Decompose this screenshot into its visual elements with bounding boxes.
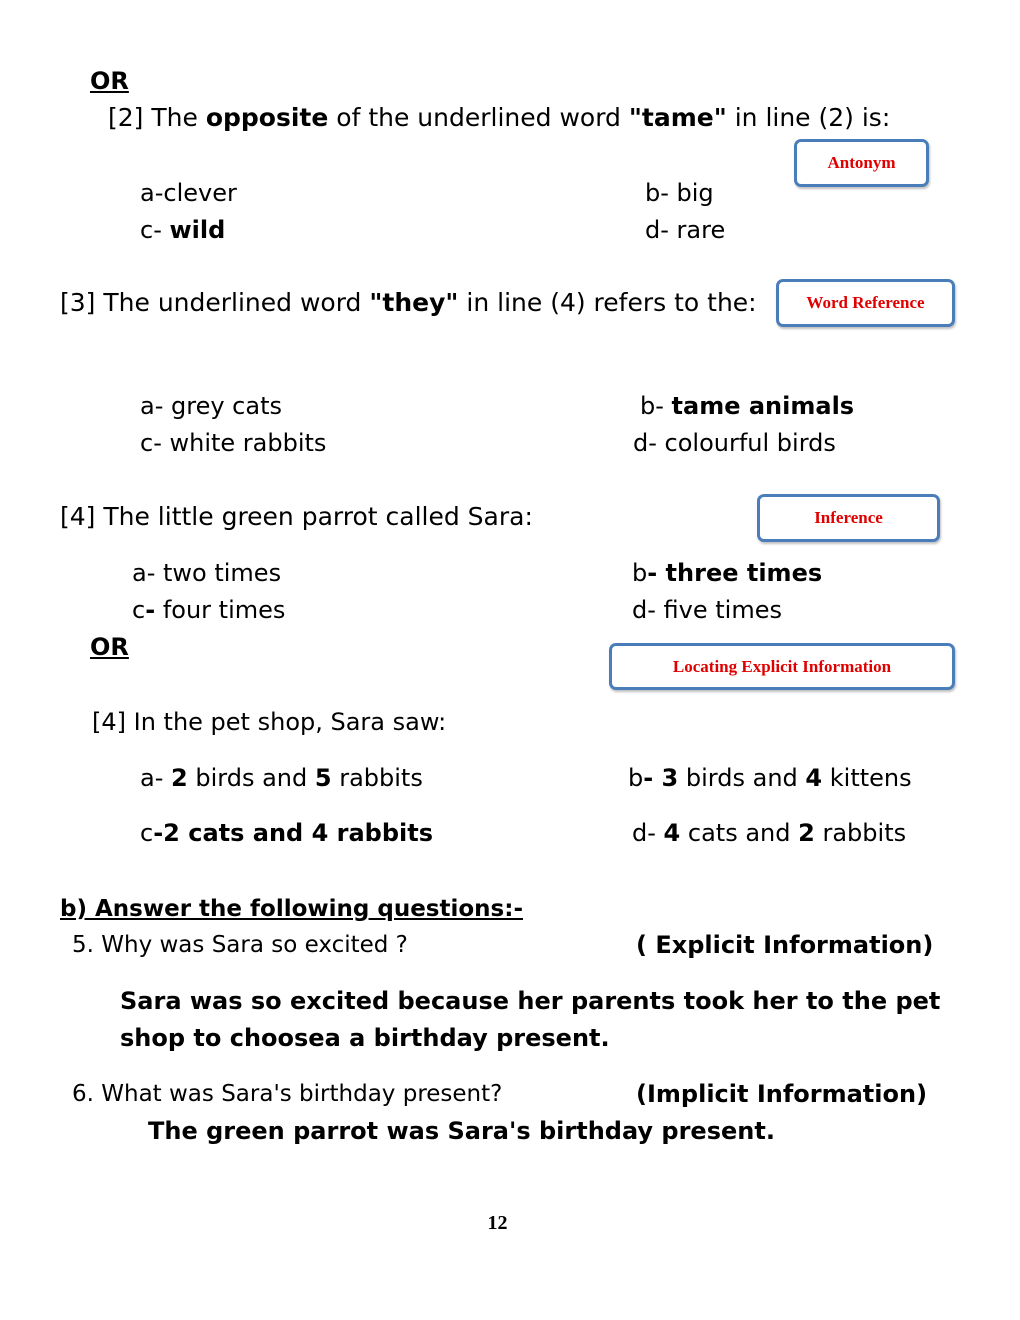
q4b-option-d-num2: 2 <box>798 819 815 847</box>
q3-option-b-answer: tame animals <box>671 392 855 420</box>
q4b-option-d-num1: 4 <box>663 819 681 847</box>
q4b-option-b-num2: 4 <box>805 764 823 792</box>
q4-option-b <box>632 558 822 588</box>
q2-key-word: opposite <box>205 103 329 132</box>
q4b-option-b <box>628 763 912 793</box>
q3-text-post: in line (4) refers to the: <box>466 288 757 317</box>
section-b-heading: b) Answer the following questions:- <box>60 896 523 922</box>
q2-option-d: d- rare <box>645 216 726 244</box>
question-4: [4] The little green parrot called Sara: <box>60 502 533 531</box>
q4-option-c-dash: - <box>145 596 156 624</box>
q4b-option-a-num2: 5 <box>314 764 332 792</box>
q5-answer-line-1: Sara was so excited because her parents took her to the pet <box>120 987 941 1015</box>
tag-locating-explicit-information: Locating Explicit Information <box>609 643 955 690</box>
q2-option-c-answer: wild <box>169 216 226 244</box>
q4b-option-a-mid: birds and <box>195 764 308 792</box>
q3-option-b-prefix: b- <box>640 392 664 420</box>
q4-option-c-text: four times <box>162 596 286 624</box>
q4-option-c-prefix: c <box>132 596 146 624</box>
q3-option-d: d- colourful birds <box>633 429 836 457</box>
q5-answer-line-2: shop to choosea a birthday present. <box>120 1024 610 1052</box>
q6-type: (Implicit Information) <box>636 1080 928 1108</box>
q2-text-post: in line (2) is: <box>734 103 891 132</box>
q3-option-b <box>640 391 854 421</box>
q4b-option-d <box>632 818 906 848</box>
tag-antonym: Antonym <box>794 139 929 187</box>
q4b-option-c-prefix: c <box>140 819 154 847</box>
q4-option-a: a- two times <box>132 559 282 587</box>
q2-option-c-prefix: c- <box>140 216 162 244</box>
q4b-option-b-prefix: b <box>628 764 644 792</box>
q3-text-pre: The underlined word <box>103 288 362 317</box>
q6-answer: The green parrot was Sara's birthday present. <box>148 1117 775 1145</box>
q4b-option-b-num1: - 3 <box>643 764 679 792</box>
q4b-option-a-num1: 2 <box>171 764 188 792</box>
q4b-option-a-post: rabbits <box>339 764 423 792</box>
q4-option-d: d- five times <box>632 596 782 624</box>
question-3 <box>60 288 757 318</box>
q4-option-c <box>132 595 285 625</box>
question-4-alt: [4] In the pet shop, Sara saw: <box>92 708 447 736</box>
question-2 <box>108 103 890 133</box>
q2-target-word: "tame" <box>628 103 727 132</box>
q3-target-word: "they" <box>369 288 459 317</box>
q4b-option-a <box>140 763 423 793</box>
or-label-2: OR <box>90 633 129 661</box>
q4b-option-c <box>140 818 433 848</box>
q2-option-b: b- big <box>645 179 714 207</box>
q3-number: [3] <box>60 288 96 317</box>
q4-option-b-answer: - three times <box>647 559 823 587</box>
q4b-option-d-post: rabbits <box>822 819 907 847</box>
page-number: 12 <box>487 1212 508 1234</box>
question-5: 5. Why was Sara so excited ? <box>72 932 408 958</box>
question-6: 6. What was Sara's birthday present? <box>72 1081 503 1107</box>
q2-text-pre: The <box>151 103 198 132</box>
or-label: OR <box>90 67 129 95</box>
q2-number: [2] <box>108 103 144 132</box>
tag-inference: Inference <box>757 494 940 542</box>
q4b-option-c-answer: -2 cats and 4 rabbits <box>153 819 433 847</box>
q2-option-a: a-clever <box>140 179 237 207</box>
q2-option-c <box>140 215 225 245</box>
q4b-option-b-mid: birds and <box>685 764 798 792</box>
q5-type: ( Explicit Information) <box>636 931 934 959</box>
q2-text-mid: of the underlined word <box>336 103 621 132</box>
q4b-option-b-post: kittens <box>829 764 912 792</box>
q3-option-c: c- white rabbits <box>140 429 327 457</box>
q4b-option-d-prefix: d- <box>632 819 656 847</box>
q4b-option-d-mid: cats and <box>687 819 791 847</box>
q4-option-b-prefix: b <box>632 559 648 587</box>
q3-option-a: a- grey cats <box>140 392 282 420</box>
q4b-option-a-prefix: a- <box>140 764 164 792</box>
tag-word-reference: Word Reference <box>776 279 955 327</box>
